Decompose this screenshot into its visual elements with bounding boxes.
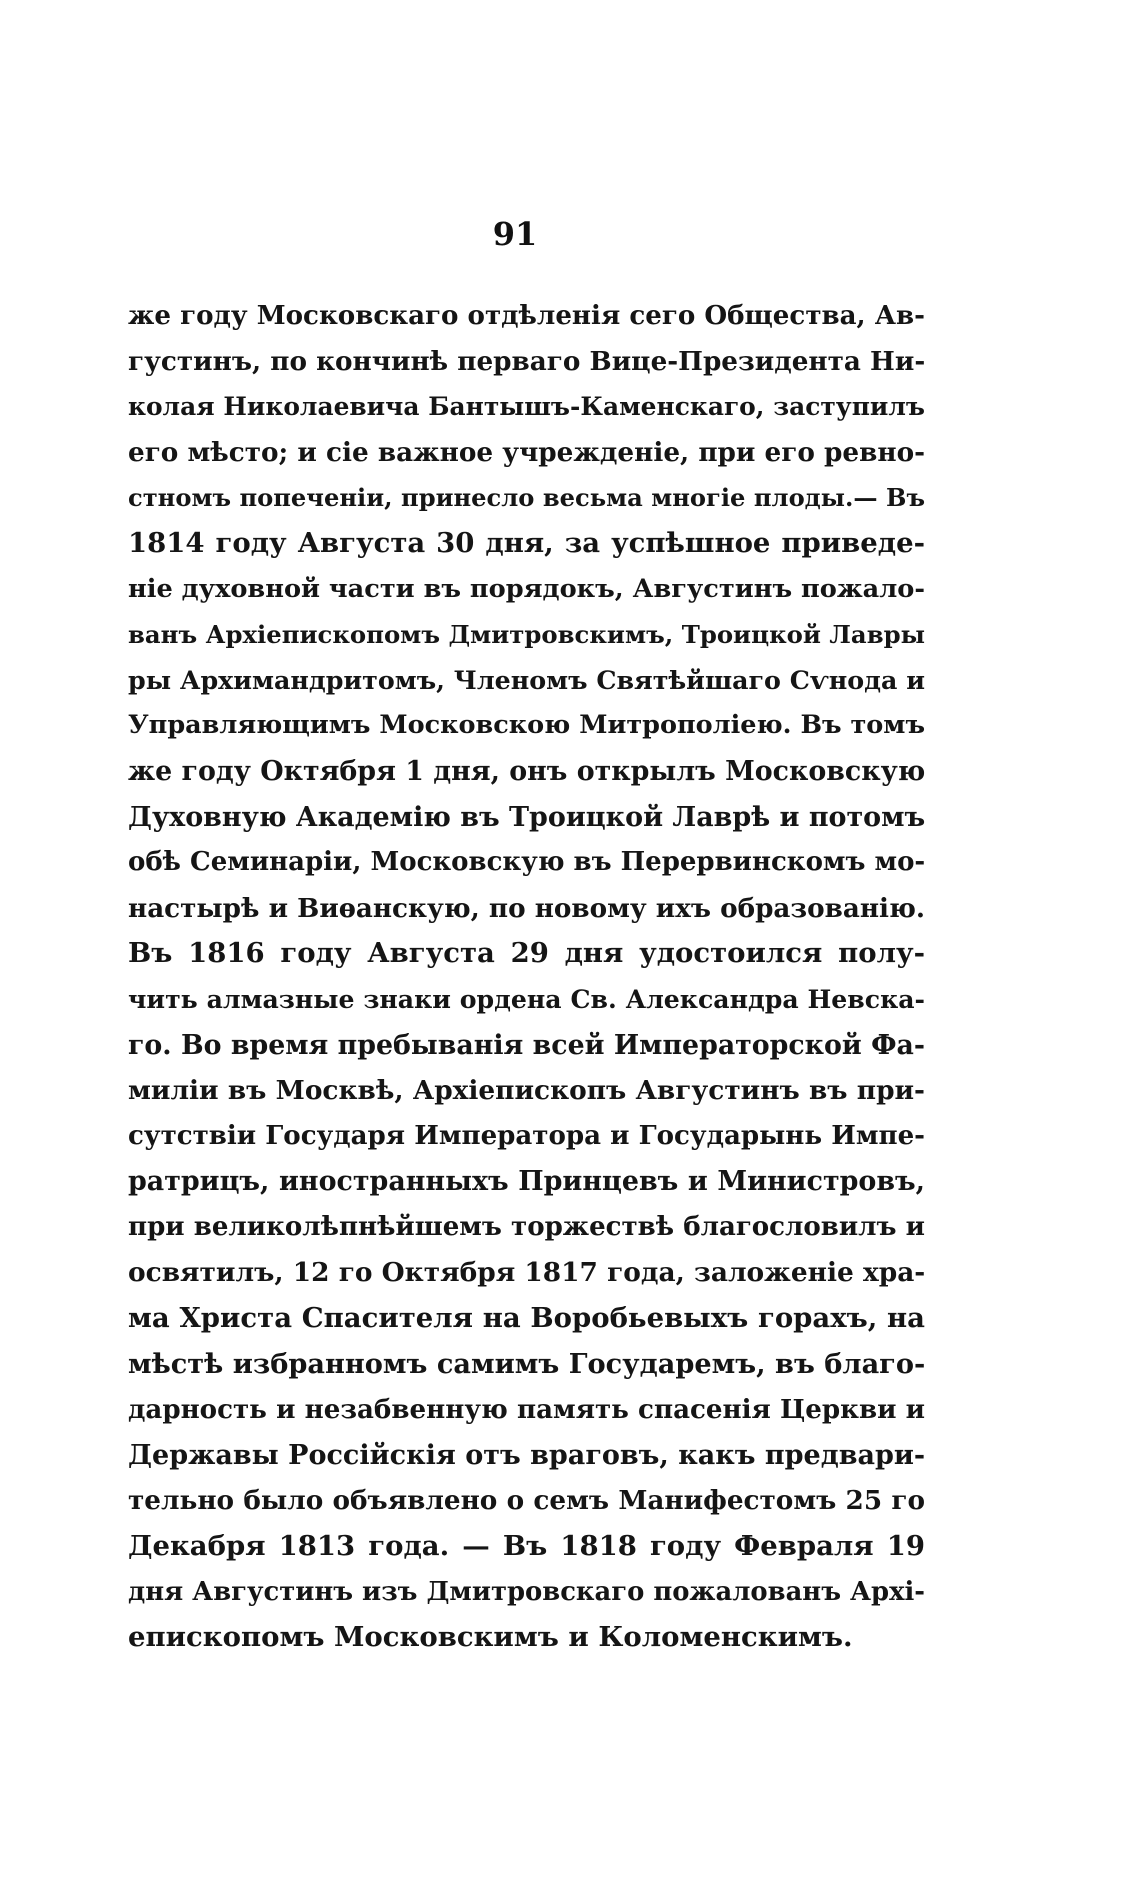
text-line: чить алмазные знаки ордена Св. Александра Невска- [128, 983, 925, 1014]
text-line: при великолѣпнѣйшемъ торжествѣ благословилъ и [128, 1211, 925, 1242]
page-number: 91 [492, 215, 538, 253]
text-line: Духовную Академію въ Троицкой Лаврѣ и потомъ [128, 801, 926, 833]
text-line: миліи въ Москвѣ, Архіепископъ Августинъ въ при- [128, 1075, 925, 1107]
text-line: дарность и незабвенную память спасенія Церкви и [128, 1394, 925, 1426]
text-line: 1814 году Августа 30 дня, за успѣшное приведе- [128, 526, 925, 559]
text-line: освятилъ, 12 го Октября 1817 года, заложеніе хра- [128, 1257, 926, 1289]
text-line: дня Августинъ изъ Дмитровскаго пожалованъ Архі- [128, 1576, 925, 1607]
text-line: густинъ, по кончинѣ перваго Вице-Президента Ни- [128, 345, 926, 377]
text-line: же году Октября 1 дня, онъ открылъ Московскую [128, 755, 926, 787]
text-line: колая Николаевича Бантышъ-Каменскаго, заступилъ [128, 392, 925, 422]
body-text [128, 293, 925, 1661]
text-line: стномъ попеченіи, принесло весьма многіе плоды.— Въ [128, 483, 925, 513]
text-line: ніе духовной части въ порядокъ, Августинъ пожало- [128, 573, 925, 604]
text-line: Декабря 1813 года. — Въ 1818 году Февраля 19 [128, 1530, 925, 1563]
text-line: настырѣ и Виѳанскую, по новому ихъ образованію. [128, 892, 925, 924]
text-line: ратрицъ, иностранныхъ Принцевъ и Министровъ, [128, 1166, 925, 1198]
text-line: епископомъ Московскимъ и Коломенскимъ. [128, 1621, 853, 1654]
text-line: ры Архимандритомъ, Членомъ Святѣйшаго Сѵнода и [128, 664, 925, 695]
text-line: го. Во время пребыванія всей Императорской Фа- [128, 1029, 925, 1061]
text-line: ма Христа Спасителя на Воробьевыхъ горахъ, на [128, 1302, 925, 1335]
text-line: Управляющимъ Московскою Митрополіею. Въ томъ [128, 710, 925, 741]
text-line: Державы Россійскія отъ враговъ, какъ предвари- [128, 1439, 926, 1471]
text-line: ванъ Архіепископомъ Дмитровскимъ, Троицкой Лавры [128, 620, 925, 650]
text-line: мѣстѣ избранномъ самимъ Государемъ, въ благо- [128, 1347, 926, 1380]
text-line: Въ 1816 году Августа 29 дня удостоился полу- [128, 937, 925, 970]
text-line: сутствіи Государя Императора и Государынь Импе- [128, 1120, 925, 1151]
text-line: его мѣсто; и сіе важное учрежденіе, при его ревно- [128, 436, 925, 468]
text-line: обѣ Семинаріи, Московскую въ Перервинскомъ мо- [128, 847, 926, 878]
text-line: же году Московскаго отдѣленія сего Общества, Ав- [128, 300, 925, 331]
text-line: тельно было объявлено о семъ Манифестомъ 25 го [128, 1485, 925, 1517]
